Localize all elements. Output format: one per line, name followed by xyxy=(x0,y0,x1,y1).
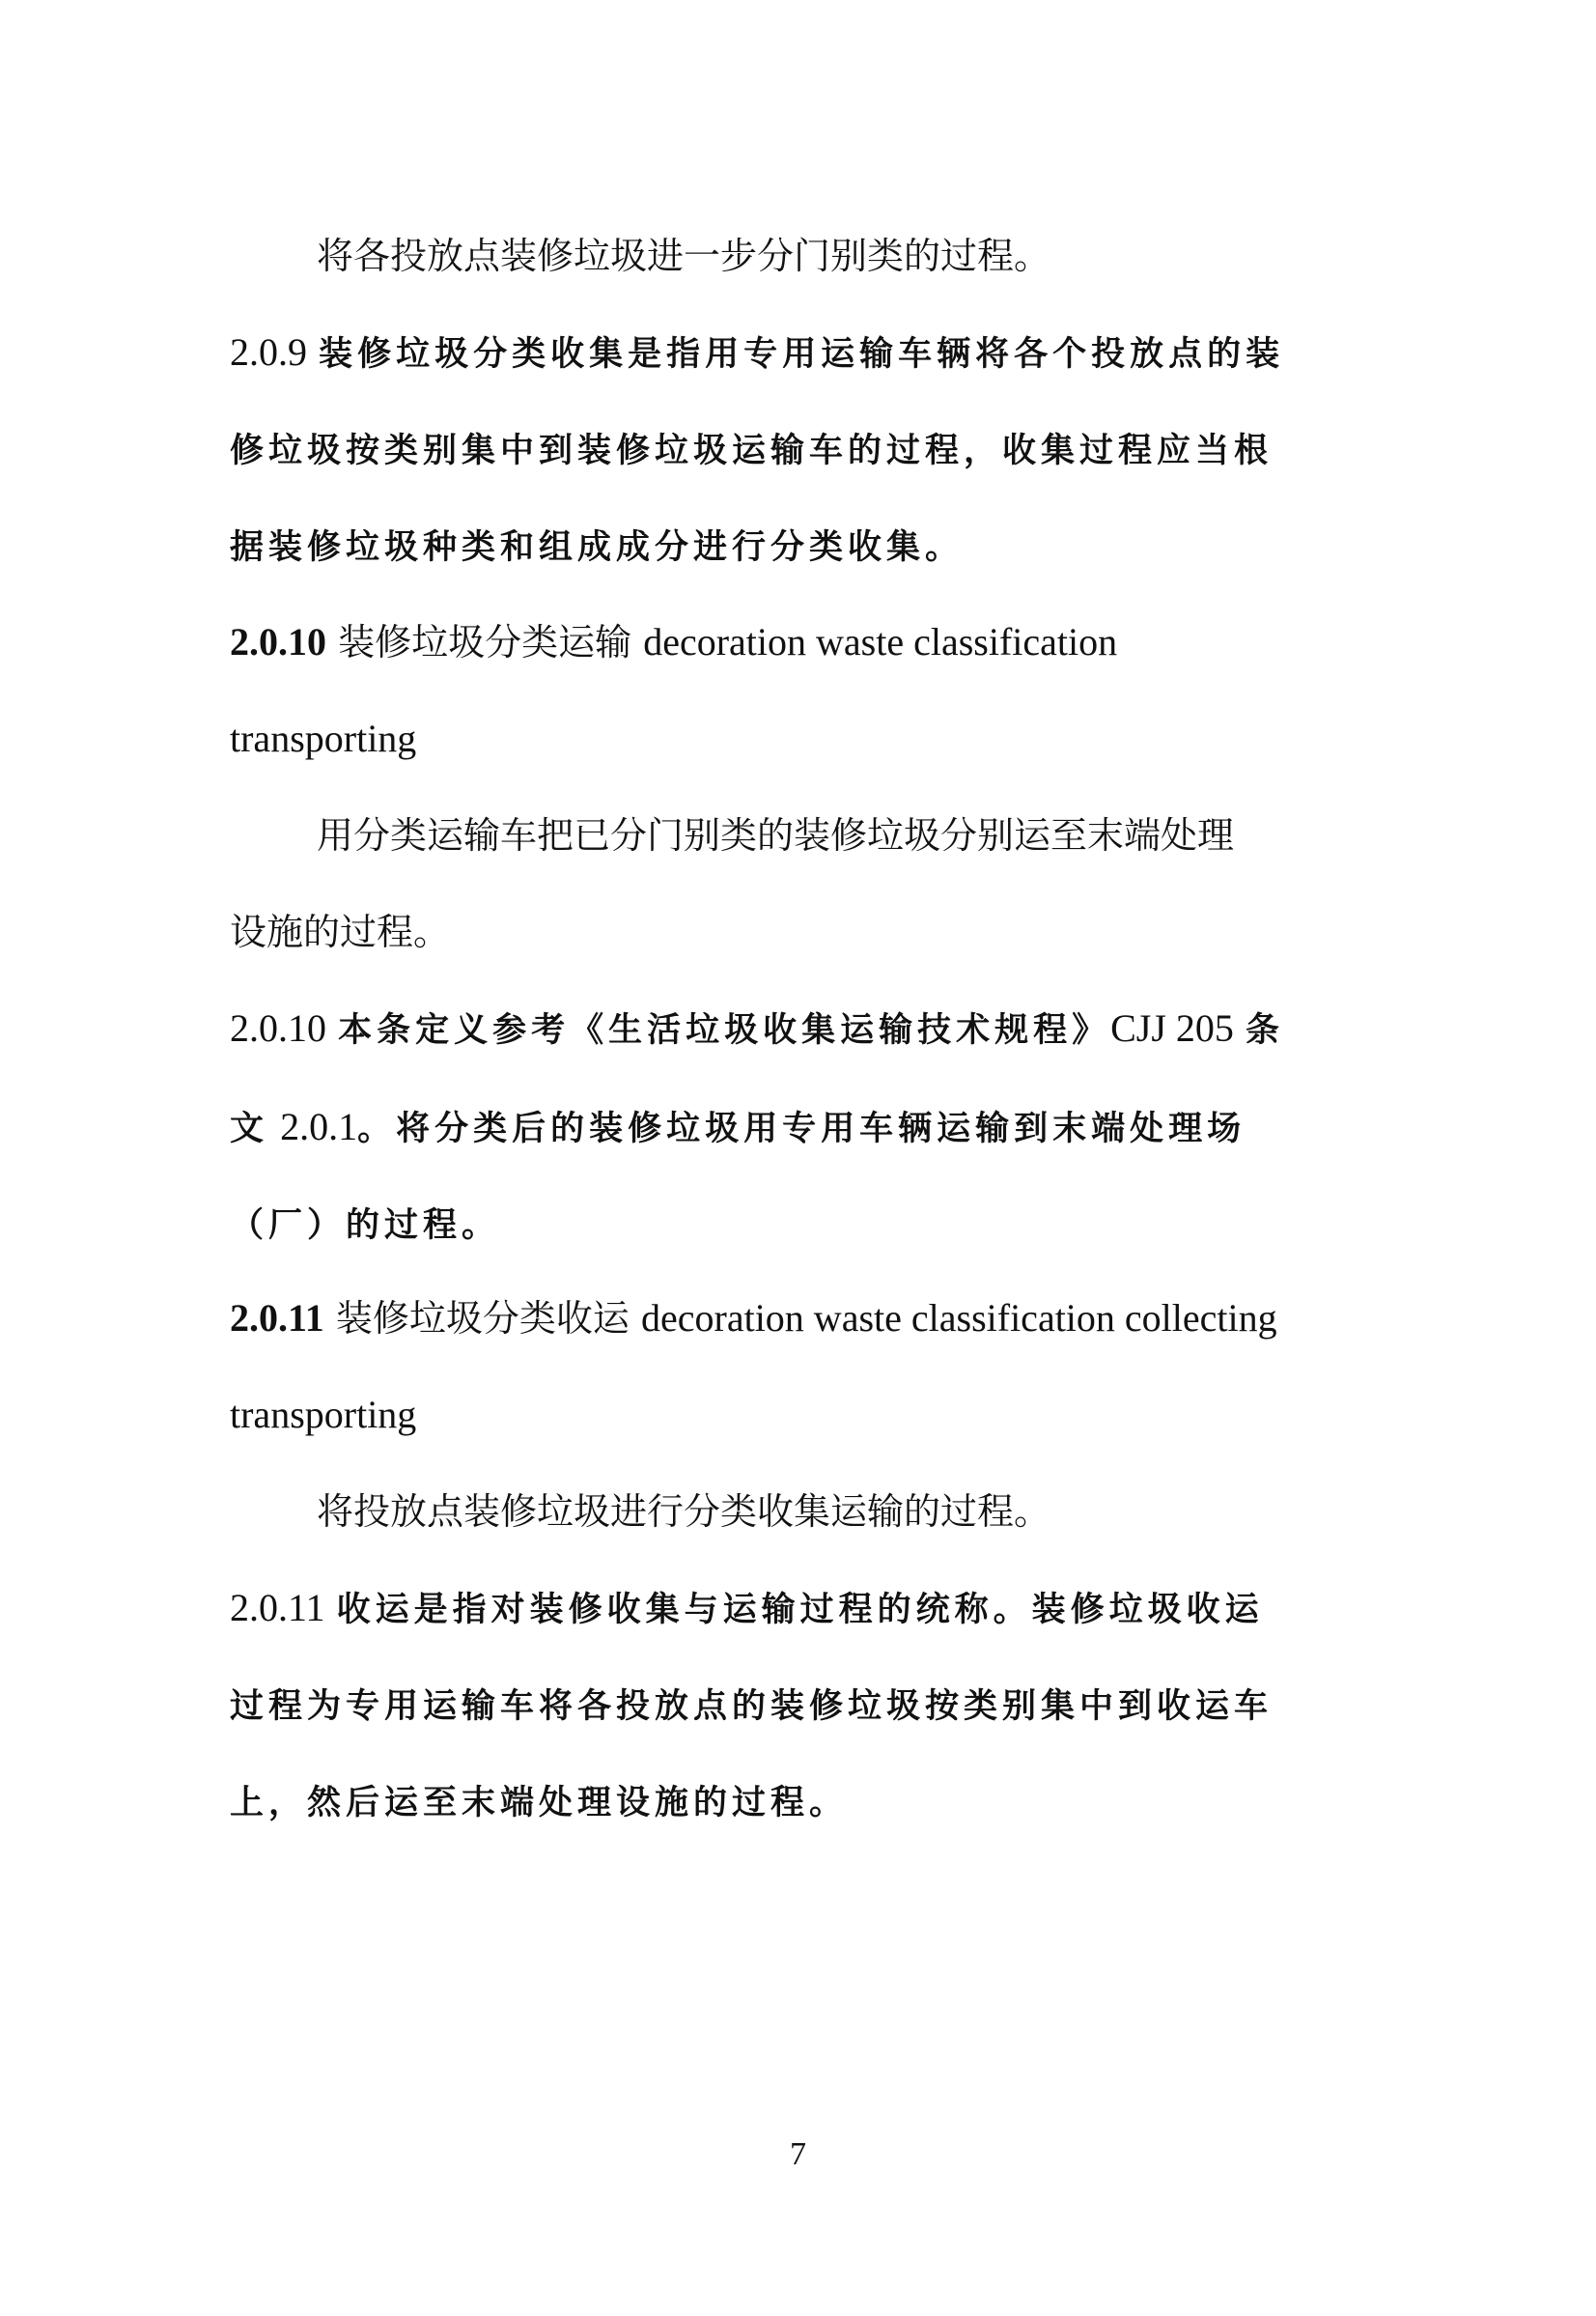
note-text: 修垃圾按类别集中到装修垃圾运输车的过程，收集过程应当根 xyxy=(230,431,1274,470)
note-2-0-9 xyxy=(230,304,1398,596)
note-text: 文 xyxy=(230,1109,269,1148)
clause-number: 2.0.11 xyxy=(230,1296,324,1340)
clause-number: 2.0.11 xyxy=(230,1586,325,1629)
note-text: 据装修垃圾种类和组成成分进行分类收集。 xyxy=(230,527,965,567)
note-text: 收运是指对装修收集与运输过程的统称。装修垃圾收运 xyxy=(336,1590,1264,1629)
note-2-0-10 xyxy=(230,980,1398,1274)
clause-reference: 2.0.1 xyxy=(280,1105,358,1148)
term-2-0-11 xyxy=(230,1270,1398,1463)
term-english-continued: transporting xyxy=(230,717,417,760)
term-chinese: 装修垃圾分类收运 xyxy=(335,1297,630,1340)
term-english: decoration waste classification collecting xyxy=(641,1296,1277,1340)
text-line: 将投放点装修垃圾进行分类收集运输的过程。 xyxy=(317,1490,1051,1533)
clause-number: 2.0.9 xyxy=(230,330,307,374)
term-english: decoration waste classification xyxy=(643,620,1118,664)
note-text: 装修垃圾分类收集是指用专用运输车辆将各个投放点的装 xyxy=(319,334,1285,374)
paragraph-definition-2-0-8-body xyxy=(230,208,1398,304)
note-text: 过程为专用运输车将各投放点的装修垃圾按类别集中到收运车 xyxy=(230,1686,1274,1726)
note-text: 。将分类后的装修垃圾用专用车辆运输到末端处理场 xyxy=(357,1109,1246,1148)
clause-number: 2.0.10 xyxy=(230,620,326,664)
note-text: 本条定义参考《生活垃圾收集运输技术规程》 xyxy=(338,1010,1111,1050)
page-number: 7 xyxy=(790,2136,806,2172)
definition-2-0-11-body xyxy=(230,1463,1398,1560)
standard-code: CJJ 205 xyxy=(1110,1006,1234,1050)
note-text: 上，然后运至末端处理设施的过程。 xyxy=(230,1783,849,1822)
term-english-continued: transporting xyxy=(230,1393,417,1436)
note-text: 条 xyxy=(1246,1010,1285,1050)
clause-number: 2.0.10 xyxy=(230,1006,326,1050)
term-2-0-10 xyxy=(230,594,1398,787)
text-line: 用分类运输车把已分门别类的装修垃圾分别运至末端处理 xyxy=(317,814,1235,857)
text-line: 将各投放点装修垃圾进一步分门别类的过程。 xyxy=(317,235,1051,277)
definition-2-0-10-body xyxy=(230,787,1398,980)
note-text: （厂）的过程。 xyxy=(230,1205,501,1245)
text-line: 设施的过程。 xyxy=(230,911,451,953)
note-2-0-11 xyxy=(230,1560,1398,1851)
term-chinese: 装修垃圾分类运输 xyxy=(338,621,632,664)
